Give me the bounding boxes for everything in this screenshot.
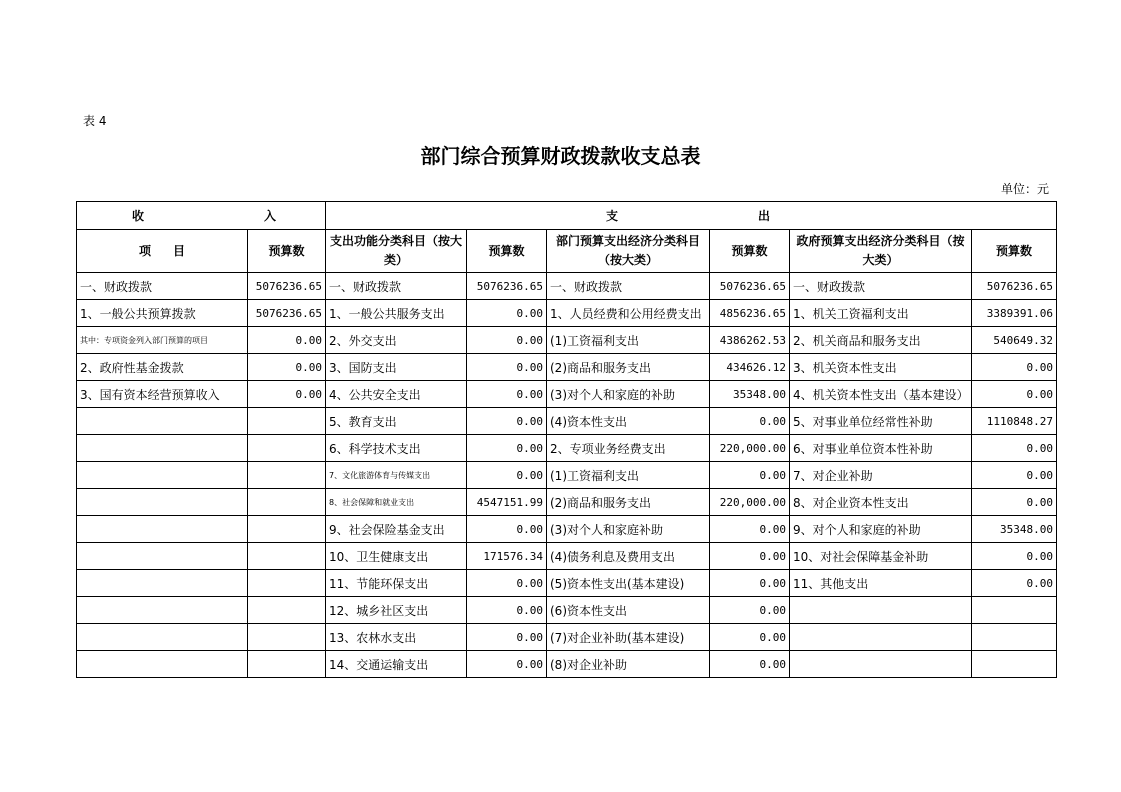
dept-amount-cell: 0.00 [710,516,790,543]
income-item-cell: 2、政府性基金拨款 [77,354,248,381]
gov-economic-cell: 2、机关商品和服务支出 [790,327,972,354]
table-row [77,651,1057,678]
table-row [77,408,1057,435]
gov-amount-cell: 0.00 [972,489,1057,516]
income-item-cell [77,516,248,543]
dept-amount-cell: 220,000.00 [710,489,790,516]
dept-amount-cell: 4386262.53 [710,327,790,354]
gov-economic-cell: 一、财政拨款 [790,273,972,300]
gov-economic-cell: 10、对社会保障基金补助 [790,543,972,570]
gov-amount-cell: 0.00 [972,435,1057,462]
income-amount-cell [248,651,326,678]
gov-economic-cell: 9、对个人和家庭的补助 [790,516,972,543]
dept-amount-cell: 0.00 [710,570,790,597]
income-item-cell: 其中：专项资金列入部门预算的项目 [77,327,248,354]
dept-economic-cell: 一、财政拨款 [547,273,710,300]
gov-economic-cell: 5、对事业单位经常性补助 [790,408,972,435]
column-header-row [77,230,1057,273]
function-amount-cell: 0.00 [467,462,547,489]
table-row [77,624,1057,651]
function-amount-cell: 0.00 [467,381,547,408]
income-amount-cell [248,408,326,435]
dept-amount-cell: 0.00 [710,651,790,678]
item-header-char-2: 目 [173,243,186,258]
income-item-cell [77,543,248,570]
income-item-cell [77,624,248,651]
function-category-cell: 13、农林水支出 [326,624,467,651]
unit-label: 单位：元 [1000,182,1049,196]
gov-economic-cell: 8、对企业资本性支出 [790,489,972,516]
function-amount-cell: 0.00 [467,435,547,462]
function-category-cell: 一、财政拨款 [326,273,467,300]
income-item-cell [77,462,248,489]
gov-amount-cell: 540649.32 [972,327,1057,354]
income-amount-cell [248,516,326,543]
income-group-char-1: 收 [132,209,145,223]
function-category-cell: 11、节能环保支出 [326,570,467,597]
gov-amount-cell: 0.00 [972,570,1057,597]
function-category-cell: 4、公共安全支出 [326,381,467,408]
dept-amount-cell: 0.00 [710,543,790,570]
amount-column-header: 预算数 [710,230,790,273]
table-number-label: 表 4 [83,114,107,128]
gov-amount-cell [972,624,1057,651]
income-item-cell: 3、国有资本经营预算收入 [77,381,248,408]
income-amount-cell [248,462,326,489]
table-row [77,327,1057,354]
income-group-char-2: 入 [264,209,277,223]
gov-economic-cell: 4、机关资本性支出（基本建设） [790,381,972,408]
dept-amount-cell: 5076236.65 [710,273,790,300]
dept-economic-cell: (4)债务利息及费用支出 [547,543,710,570]
table-row [77,435,1057,462]
dept-economic-cell: 2、专项业务经费支出 [547,435,710,462]
function-category-cell: 1、一般公共服务支出 [326,300,467,327]
income-item-cell [77,435,248,462]
function-category-cell: 7、文化旅游体育与传媒支出 [326,462,467,489]
dept-economic-cell: (5)资本性支出(基本建设) [547,570,710,597]
expense-group-char-1: 支 [606,209,619,223]
function-category-cell: 8、社会保障和就业支出 [326,489,467,516]
income-item-cell: 1、一般公共预算拨款 [77,300,248,327]
table-row [77,462,1057,489]
income-amount-cell [248,624,326,651]
function-amount-cell: 0.00 [467,354,547,381]
gov-economic-cell [790,624,972,651]
table-row [77,543,1057,570]
dept-amount-cell: 434626.12 [710,354,790,381]
function-amount-cell: 0.00 [467,651,547,678]
function-amount-cell: 4547151.99 [467,489,547,516]
function-category-cell: 2、外交支出 [326,327,467,354]
function-amount-cell: 0.00 [467,300,547,327]
page-title: 部门综合预算财政拨款收支总表 [420,144,701,168]
gov-economic-cell: 7、对企业补助 [790,462,972,489]
gov-amount-cell: 0.00 [972,381,1057,408]
income-item-cell: 一、财政拨款 [77,273,248,300]
income-amount-cell: 0.00 [248,327,326,354]
income-amount-cell [248,543,326,570]
gov-amount-cell: 3389391.06 [972,300,1057,327]
gov-amount-cell: 35348.00 [972,516,1057,543]
function-amount-cell: 0.00 [467,327,547,354]
income-amount-cell: 0.00 [248,354,326,381]
dept-amount-cell: 0.00 [710,408,790,435]
group-header-row [77,202,1057,230]
income-item-cell [77,489,248,516]
table-row [77,516,1057,543]
function-amount-cell: 171576.34 [467,543,547,570]
table-row [77,570,1057,597]
dept-economic-cell: (3)对个人和家庭补助 [547,516,710,543]
dept-economic-cell: (1)工资福利支出 [547,327,710,354]
income-group-header [77,202,326,230]
table-row [77,597,1057,624]
dept-economic-cell: (2)商品和服务支出 [547,489,710,516]
function-amount-cell: 0.00 [467,408,547,435]
item-header-char-1: 项 [138,243,151,258]
gov-amount-cell: 0.00 [972,462,1057,489]
function-category-cell: 12、城乡社区支出 [326,597,467,624]
expense-group-header [326,202,1057,230]
income-amount-cell [248,435,326,462]
dept-economic-cell: (6)资本性支出 [547,597,710,624]
income-item-cell [77,651,248,678]
function-amount-cell: 0.00 [467,624,547,651]
gov-economic-cell: 1、机关工资福利支出 [790,300,972,327]
gov-economic-cell: 6、对事业单位资本性补助 [790,435,972,462]
function-amount-cell: 5076236.65 [467,273,547,300]
amount-column-header: 预算数 [972,230,1057,273]
dept-economic-category-header: 部门预算支出经济分类科目（按大类） [547,230,710,273]
gov-economic-cell [790,597,972,624]
dept-amount-cell: 4856236.65 [710,300,790,327]
function-amount-cell: 0.00 [467,516,547,543]
income-amount-cell [248,489,326,516]
function-category-cell: 9、社会保险基金支出 [326,516,467,543]
dept-economic-cell: 1、人员经费和公用经费支出 [547,300,710,327]
gov-economic-cell [790,651,972,678]
function-category-header: 支出功能分类科目（按大类） [326,230,467,273]
amount-column-header: 预算数 [467,230,547,273]
income-item-cell [77,597,248,624]
gov-economic-category-header: 政府预算支出经济分类科目（按大类） [790,230,972,273]
function-category-cell: 5、教育支出 [326,408,467,435]
income-item-cell [77,408,248,435]
budget-table [76,201,1057,678]
expense-group-char-2: 出 [758,209,771,223]
dept-amount-cell: 0.00 [710,624,790,651]
table-row [77,381,1057,408]
item-column-header [77,230,248,273]
dept-amount-cell: 35348.00 [710,381,790,408]
dept-economic-cell: (1)工资福利支出 [547,462,710,489]
gov-amount-cell: 1110848.27 [972,408,1057,435]
function-amount-cell: 0.00 [467,570,547,597]
income-item-cell [77,570,248,597]
gov-amount-cell [972,651,1057,678]
gov-amount-cell: 5076236.65 [972,273,1057,300]
dept-economic-cell: (7)对企业补助(基本建设) [547,624,710,651]
dept-economic-cell: (8)对企业补助 [547,651,710,678]
income-amount-cell [248,570,326,597]
gov-amount-cell: 0.00 [972,543,1057,570]
dept-economic-cell: (3)对个人和家庭的补助 [547,381,710,408]
dept-amount-cell: 0.00 [710,462,790,489]
function-category-cell: 14、交通运输支出 [326,651,467,678]
table-row [77,489,1057,516]
amount-column-header: 预算数 [248,230,326,273]
dept-amount-cell: 220,000.00 [710,435,790,462]
table-row [77,354,1057,381]
gov-amount-cell: 0.00 [972,354,1057,381]
income-amount-cell: 5076236.65 [248,300,326,327]
function-category-cell: 10、卫生健康支出 [326,543,467,570]
gov-economic-cell: 3、机关资本性支出 [790,354,972,381]
function-category-cell: 3、国防支出 [326,354,467,381]
gov-amount-cell [972,597,1057,624]
function-amount-cell: 0.00 [467,597,547,624]
gov-economic-cell: 11、其他支出 [790,570,972,597]
income-amount-cell: 0.00 [248,381,326,408]
dept-economic-cell: (4)资本性支出 [547,408,710,435]
income-amount-cell [248,597,326,624]
function-category-cell: 6、科学技术支出 [326,435,467,462]
income-amount-cell: 5076236.65 [248,273,326,300]
table-row [77,300,1057,327]
dept-amount-cell: 0.00 [710,597,790,624]
table-row [77,273,1057,300]
dept-economic-cell: (2)商品和服务支出 [547,354,710,381]
